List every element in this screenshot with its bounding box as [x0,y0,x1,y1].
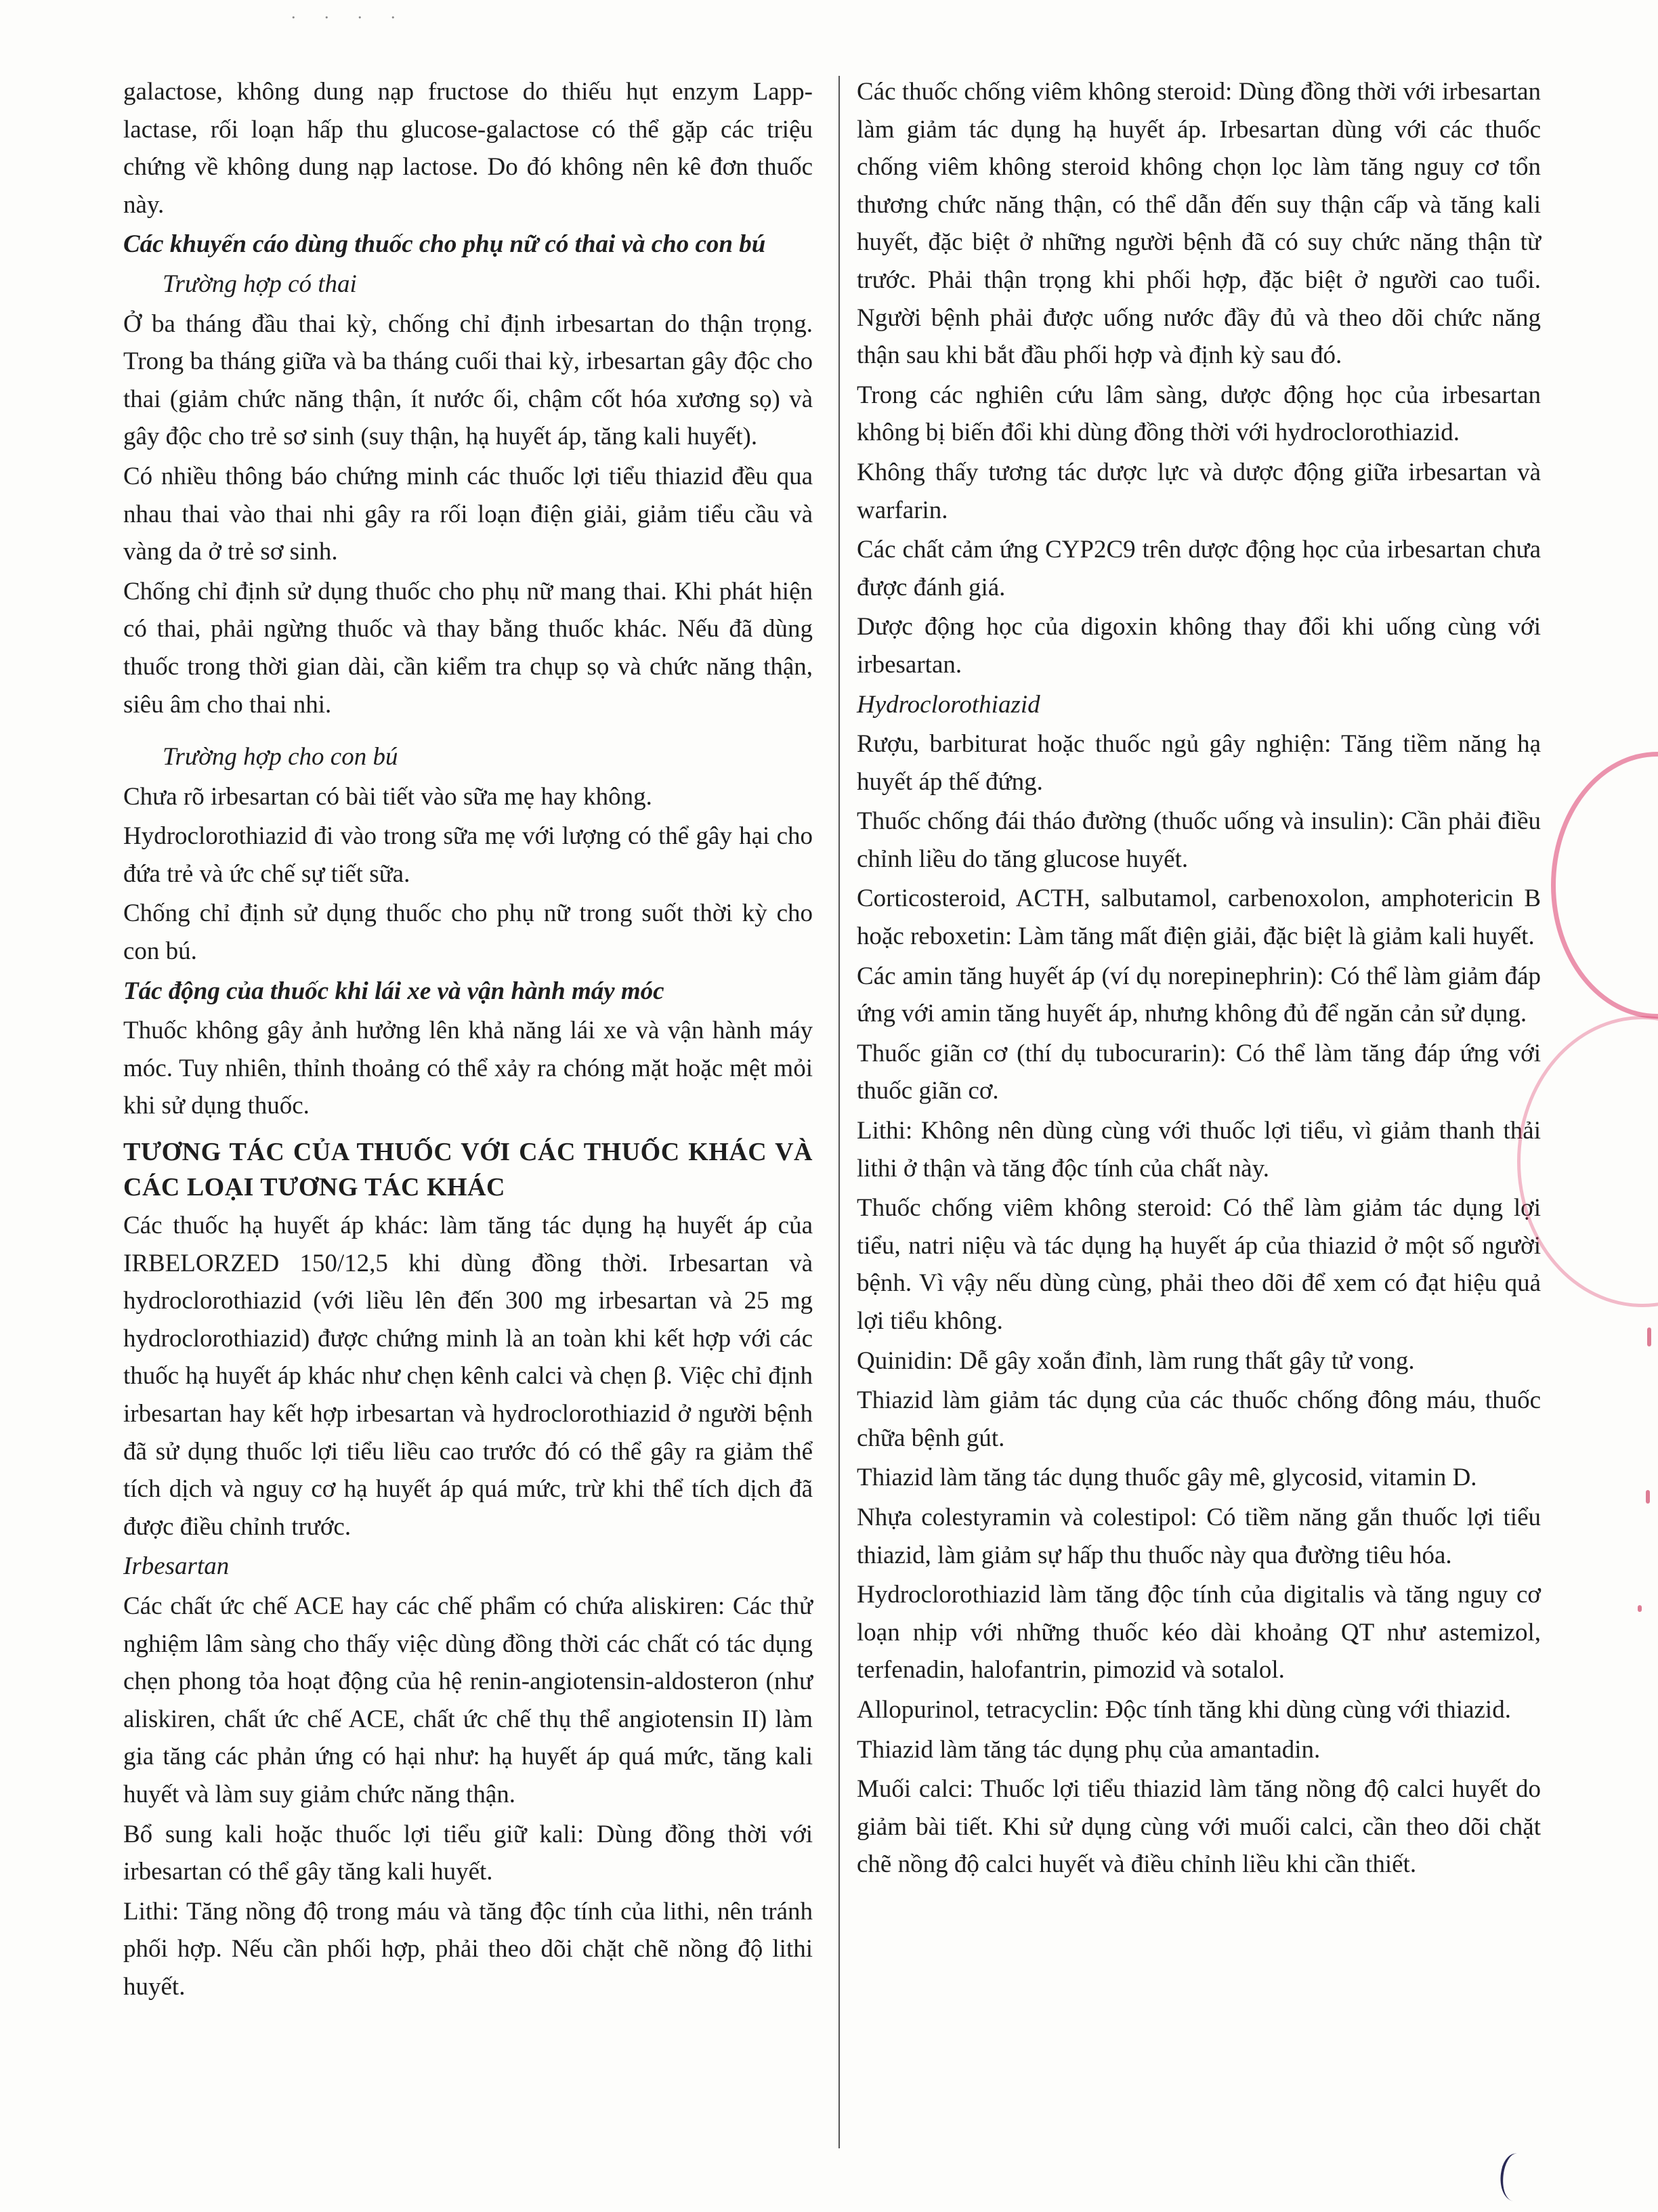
paragraph: Corticosteroid, ACTH, salbutamol, carbenoxolon, amphotericin B hoặc reboxetin: Làm tăng mất điện giải, đặc biệt là giảm kali huyết. [857,885,1541,951]
section-heading-driving: Tác động của thuốc khi lái xe và vận hành máy móc [123,977,664,1005]
paragraph: Không thấy tương tác dược lực và dược động giữa irbesartan và warfarin. [857,458,1541,524]
paragraph: Thiazid làm tăng tác dụng phụ của amantadin. [857,1735,1321,1764]
paragraph: Thuốc chống đái tháo đường (thuốc uống và insulin): Cần phải điều chỉnh liều do tăng glucose huyết. [857,807,1541,873]
red-seal-stamp [1551,752,1658,1019]
section-heading-interactions: TƯƠNG TÁC CỦA THUỐC VỚI CÁC THUỐC KHÁC VÀ CÁC LOẠI TƯƠNG TÁC KHÁC [123,1138,813,1202]
paragraph: Dược động học của digoxin không thay đổi khi uống cùng với irbesartan. [857,613,1541,679]
subheading-irbesartan: Irbesartan [123,1552,230,1581]
paragraph: Các chất cảm ứng CYP2C9 trên dược động học của irbesartan chưa được đánh giá. [857,536,1541,601]
paragraph: Các thuốc chống viêm không steroid: Dùng đồng thời với irbesartan làm giảm tác dụng hạ huyết áp. Irbesartan dùng với các thuốc chống viêm không steroid không chọn lọc làm tăng nguy cơ tổn thương chức năng thận, có thể dẫn đến suy thận cấp và tăng kali huyết, đặc biệt ở những người bệnh đã có suy chức năng thận từ trước. Phải thận trọng khi phối hợp, đặc biệt ở người cao tuổi. Người bệnh phải được uống nước đầy đủ và theo dõi chức năng thận sau khi bắt đầu phối hợp và định kỳ sau đó. [857,78,1541,370]
scan-mark [1647,1327,1651,1346]
paragraph: Thiazid làm giảm tác dụng của các thuốc chống đông máu, thuốc chữa bệnh gút. [857,1386,1541,1452]
paragraph: Thuốc chống viêm không steroid: Có thể làm giảm tác dụng lợi tiểu, natri niệu và tác dụng hạ huyết áp của thiazid ở một số người bệnh. Vì vậy nếu dùng cùng, phải theo dõi để xem có đạt hiệu quả lợi tiểu không. [857,1194,1541,1335]
subheading-nursing: Trường hợp cho con bú [163,743,398,771]
paragraph: Ở ba tháng đầu thai kỳ, chống chỉ định irbesartan do thận trọng. Trong ba tháng giữa và ba tháng cuối thai kỳ, irbesartan gây độc cho thai (giảm chức năng thận, ít nước ối, chậm cốt hóa xương sọ) và gây độc cho trẻ sơ sinh (suy thận, hạ huyết áp, tăng kali huyết). [123,310,813,451]
paragraph: Bổ sung kali hoặc thuốc lợi tiểu giữ kali: Dùng đồng thời với irbesartan có thể gây tăng kali huyết. [123,1820,813,1886]
subheading-hydroclorothiazid: Hydroclorothiazid [857,690,1040,719]
paragraph: Các chất ức chế ACE hay các chế phẩm có chứa aliskiren: Các thử nghiệm lâm sàng cho thấy việc dùng đồng thời các chất có tác dụng chẹn phong tỏa hoạt động của hệ renin-angiotensin-aldosteron (như aliskiren, chất ức chế ACE, chất ức chế thụ thể angiotensin II) làm gia tăng các phản ứng có hại như: hạ huyết áp quá mức, tăng kali huyết và làm suy giảm chức năng thận. [123,1592,813,1808]
scan-mark [1638,1605,1642,1612]
left-column [123,73,813,2006]
paragraph: Chống chỉ định sử dụng thuốc cho phụ nữ mang thai. Khi phát hiện có thai, phải ngừng thuốc và thay bằng thuốc khác. Nếu đã dùng thuốc trong thời gian dài, cần kiểm tra chụp sọ và chức năng thận, siêu âm cho thai nhi. [123,577,813,719]
paragraph: Muối calci: Thuốc lợi tiểu thiazid làm tăng nồng độ calci huyết do giảm bài tiết. Khi sử dụng cùng với muối calci, cần theo dõi chặt chẽ nồng độ calci huyết và điều chỉnh liều khi cần thiết. [857,1775,1541,1879]
paragraph: Hydroclorothiazid đi vào trong sữa mẹ với lượng có thể gây hại cho đứa trẻ và ức chế sự tiết sữa. [123,822,813,888]
paragraph: Quinidin: Dễ gây xoắn đỉnh, làm rung thất gây tử vong. [857,1346,1415,1375]
paragraph: Lithi: Tăng nồng độ trong máu và tăng độc tính của lithi, nên tránh phối hợp. Nếu cần phối hợp, phải theo dõi chặt chẽ nồng độ lithi huyết. [123,1897,813,2001]
paragraph: Thuốc không gây ảnh hưởng lên khả năng lái xe và vận hành máy móc. Tuy nhiên, thỉnh thoảng có thể xảy ra chóng mặt hoặc mệt mỏi khi sử dụng thuốc. [123,1017,813,1120]
paragraph: Hydroclorothiazid làm tăng độc tính của digitalis và tăng nguy cơ loạn nhịp với những thuốc kéo dài khoảng QT như astemizol, terfenadin, halofantrin, pimozid và sotalol. [857,1581,1541,1684]
subheading-pregnant: Trường hợp có thai [163,270,357,298]
right-column [857,73,1541,1884]
section-heading-pregnancy: Các khuyến cáo dùng thuốc cho phụ nữ có thai và cho con bú [123,230,766,259]
paragraph: Trong các nghiên cứu lâm sàng, dược động học của irbesartan không bị biến đổi khi dùng đồng thời với hydroclorothiazid. [857,381,1541,447]
column-divider [838,76,840,2148]
paragraph: Các thuốc hạ huyết áp khác: làm tăng tác dụng hạ huyết áp của IRBELORZED 150/12,5 khi dùng đồng thời. Irbesartan và hydroclorothiazid (với liều lên đến 300 mg irbesartan và 25 mg hydroclorothiazid) được chứng minh là an toàn khi kết hợp với các thuốc hạ huyết áp khác như chẹn kênh calci và chẹn β. Việc chỉ định irbesartan hay kết hợp irbesartan và hydroclorothiazid ở người bệnh đã sử dụng thuốc lợi tiểu liều cao trước đó có thể gây ra giảm thể tích dịch và nguy cơ hạ huyết áp quá mức, trừ khi thể tích dịch đã được điều chỉnh trước. [123,1212,813,1541]
paragraph: Các amin tăng huyết áp (ví dụ norepinephrin): Có thể làm giảm đáp ứng với amin tăng huyết áp, nhưng không đủ để ngăn cản sử dụng. [857,962,1541,1028]
paragraph: Allopurinol, tetracyclin: Độc tính tăng khi dùng cùng với thiazid. [857,1695,1511,1724]
paragraph: galactose, không dung nạp fructose do thiếu hụt enzym Lapp-lactase, rối loạn hấp thu glucose-galactose có thể gặp các triệu chứng về không dung nạp lactose. Do đó không nên kê đơn thuốc này. [123,78,813,219]
scan-artifact-dots: . . . . [291,3,408,22]
paragraph: Chưa rõ irbesartan có bài tiết vào sữa mẹ hay không. [123,782,652,811]
paragraph: Rượu, barbiturat hoặc thuốc ngủ gây nghiện: Tăng tiềm năng hạ huyết áp thế đứng. [857,730,1541,796]
paragraph: Thiazid làm tăng tác dụng thuốc gây mê, glycosid, vitamin D. [857,1464,1477,1492]
paragraph: Có nhiều thông báo chứng minh các thuốc lợi tiểu thiazid đều qua nhau thai vào thai nhi gây ra rối loạn điện giải, giảm tiểu cầu và vàng da ở trẻ sơ sinh. [123,462,813,566]
signature-mark [1495,2151,1535,2204]
paragraph: Lithi: Không nên dùng cùng với thuốc lợi tiểu, vì giảm thanh thải lithi ở thận và tăng độc tính của chất này. [857,1117,1541,1183]
paragraph: Thuốc giãn cơ (thí dụ tubocurarin): Có thể làm tăng đáp ứng với thuốc giãn cơ. [857,1039,1541,1105]
paragraph: Nhựa colestyramin và colestipol: Có tiềm năng gắn thuốc lợi tiểu thiazid, làm giảm sự hấp thu thuốc này qua đường tiêu hóa. [857,1503,1541,1569]
paragraph: Chống chỉ định sử dụng thuốc cho phụ nữ trong suốt thời kỳ cho con bú. [123,899,813,966]
scan-mark [1646,1490,1650,1504]
